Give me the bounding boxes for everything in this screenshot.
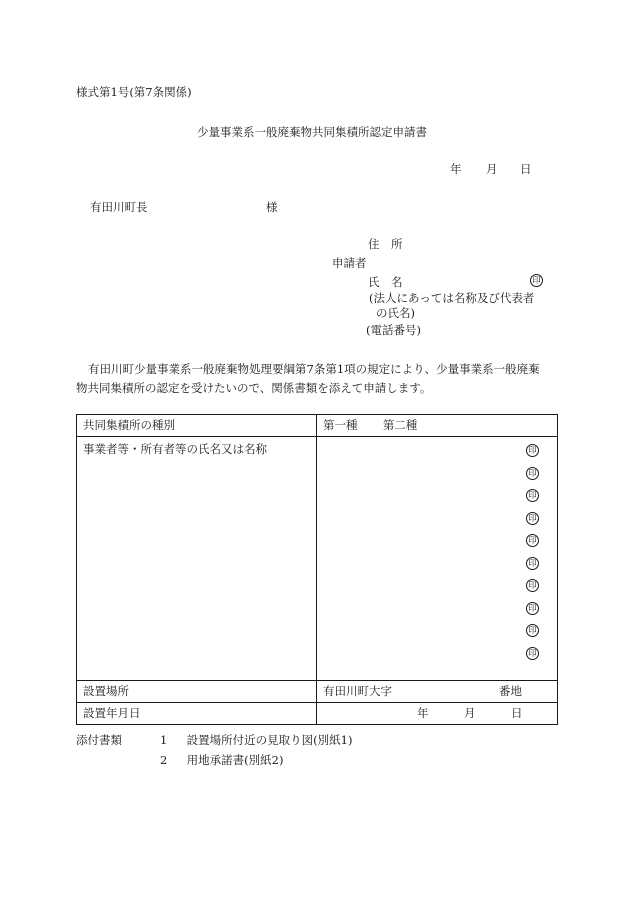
application-table — [76, 414, 558, 725]
seal-icon: 印 — [526, 444, 539, 457]
applicant-role-label: 申請者 — [332, 256, 367, 270]
location-prefix: 有田川町大字 — [323, 684, 392, 698]
date-day: 日 — [520, 162, 532, 176]
table-row-type — [77, 415, 558, 437]
install-day: 日 — [511, 706, 523, 720]
table-row-location — [77, 681, 558, 703]
seal-icon: 印 — [526, 467, 539, 480]
table-row-install-date — [77, 703, 558, 725]
body-text-line1: 有田川町少量事業系一般廃棄物処理要綱第7条第1項の規定により、少量事業系一般廃棄 — [88, 362, 540, 376]
applicant-name-label: 氏 名 — [368, 275, 403, 289]
location-label: 設置場所 — [77, 681, 317, 703]
attachments-label: 添付書類 — [76, 733, 122, 747]
install-year: 年 — [417, 706, 429, 720]
applicant-note-line2: の氏名) — [376, 306, 415, 320]
attachment-text: 設置場所付近の見取り図(別紙1) — [186, 733, 353, 747]
type-options — [317, 415, 558, 437]
type-label: 共同集積所の種別 — [77, 415, 317, 437]
form-number: 様式第1号(第7条関係) — [76, 85, 192, 99]
applicant-phone-label: (電話番号) — [366, 323, 421, 337]
seal-icon: 印 — [530, 274, 543, 287]
seal-icon: 印 — [526, 647, 539, 660]
table-row-names — [77, 437, 558, 681]
install-date-field — [317, 703, 558, 725]
attachment-item — [160, 752, 283, 768]
applicant-note-line1: (法人にあっては名称及び代表者 — [369, 291, 535, 305]
attachment-item — [160, 732, 352, 748]
applicant-seal-mark — [530, 272, 543, 287]
seal-list — [526, 444, 540, 669]
location-field — [317, 681, 558, 703]
names-label: 事業者等・所有者等の氏名又は名称 — [77, 437, 317, 681]
seal-icon: 印 — [526, 489, 539, 502]
addressee-town: 有田川町長 — [90, 200, 148, 214]
seal-icon: 印 — [526, 534, 539, 547]
date-month: 月 — [486, 162, 498, 176]
body-text-line2: 物共同集積所の認定を受けたいので、関係書類を添えて申請します。 — [76, 381, 432, 395]
document-title: 少量事業系一般廃棄物共同集積所認定申請書 — [197, 125, 427, 139]
install-date-label: 設置年月日 — [77, 703, 317, 725]
seal-icon: 印 — [526, 624, 539, 637]
date-year: 年 — [450, 162, 462, 176]
seal-icon: 印 — [526, 557, 539, 570]
install-month: 月 — [464, 706, 476, 720]
names-field — [317, 437, 558, 681]
type-option-2: 第二種 — [382, 418, 418, 432]
attachment-number: 1 — [160, 733, 168, 747]
attachment-number: 2 — [160, 753, 168, 767]
seal-icon: 印 — [526, 602, 539, 615]
seal-icon: 印 — [526, 512, 539, 525]
addressee-honorific: 様 — [266, 200, 278, 214]
seal-icon: 印 — [526, 579, 539, 592]
applicant-address-label: 住 所 — [368, 237, 403, 251]
location-suffix: 番地 — [499, 684, 522, 698]
type-option-1: 第一種 — [323, 418, 358, 432]
attachment-text: 用地承諾書(別紙2) — [186, 753, 284, 767]
